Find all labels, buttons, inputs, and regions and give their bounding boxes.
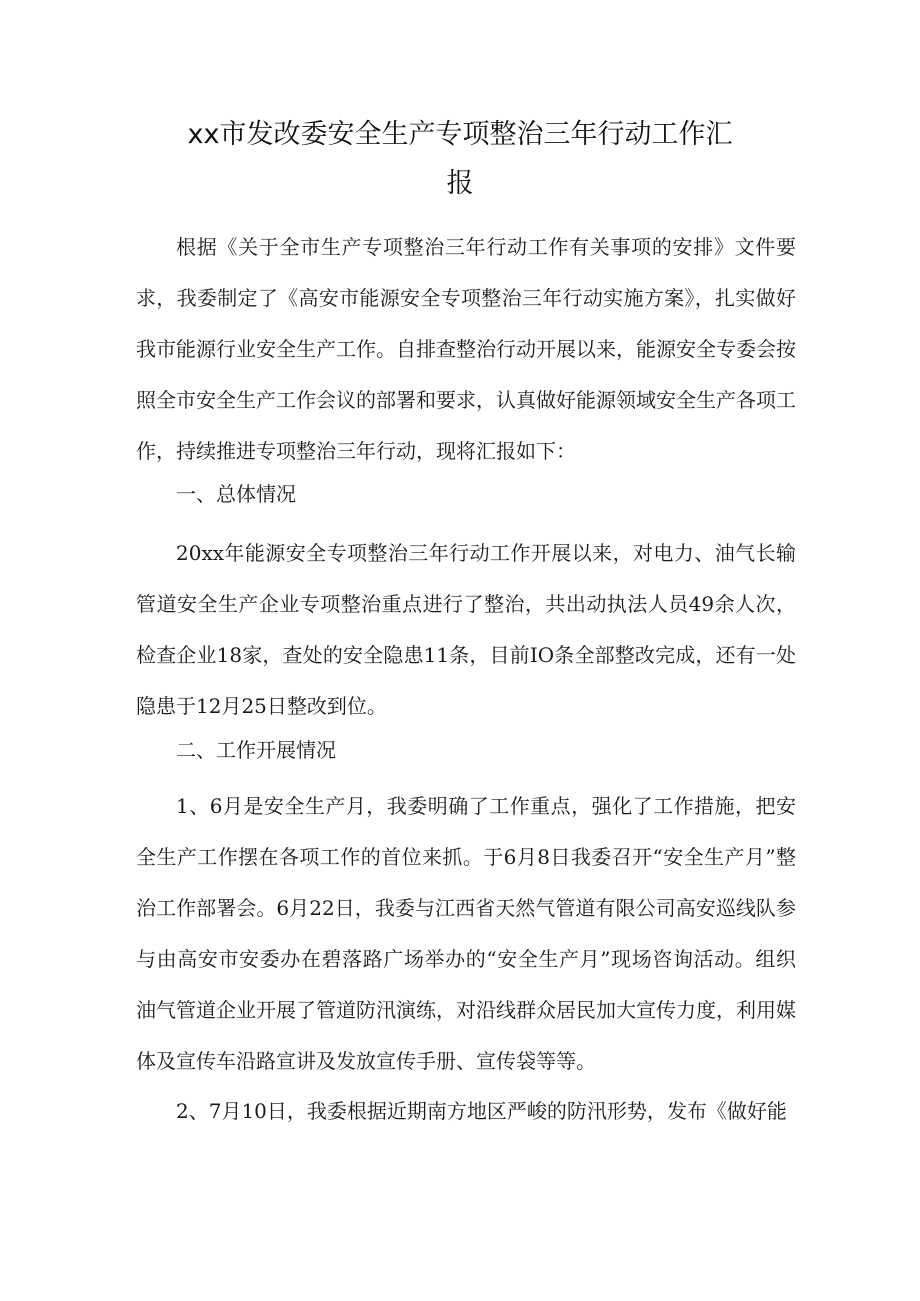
document-title-continuation: 报 <box>446 168 474 199</box>
section-heading-overview: 一、总体情况 <box>176 482 296 506</box>
work-item-1-paragraph: 1、6月是安全生产月，我委明确了工作重点，强化了工作措施，把安全生产工作摆在各项工作的首位来抓。于6月8日我委召开“安全生产月”整治工作部署会。6月22日，我委与江西省天然气管道有限公司高安巡线队参与由高安市安委办在碧落路广场举办的“安全生产月”现场咨询活动。组织油气管道企业开展了管道防汛演练，对沿线群众居民加大宣传力度，利用媒体及宣传车沿路宣讲及发放宣传手册、宣传袋等等。 <box>136 794 796 1073</box>
document-title: xx市发改委安全生产专项整治三年行动工作汇 <box>187 119 733 150</box>
work-item-2-paragraph: 2、7月10日，我委根据近期南方地区严峻的防汛形势，发布《做好能 <box>176 1099 787 1123</box>
overview-paragraph: 20xx年能源安全专项整治三年行动工作开展以来，对电力、油气长输管道安全生产企业专项整治重点进行了整治，共出动执法人员49余人次，检查企业18家，查处的安全隐患11条，目前IO条全部整改完成，还有一处隐患于12月25日整改到位。 <box>136 541 796 718</box>
section-heading-work-progress: 二、工作开展情况 <box>176 738 336 762</box>
intro-paragraph: 根据《关于全市生产专项整治三年行动工作有关事项的安排》文件要求，我委制定了《高安市能源安全专项整治三年行动实施方案》，扎实做好我市能源行业安全生产工作。自排查整治行动开展以来，能源安全专委会按照全市安全生产工作会议的部署和要求，认真做好能源领域安全生产各项工作，持续推进专项整治三年行动，现将汇报如下： <box>136 235 796 463</box>
